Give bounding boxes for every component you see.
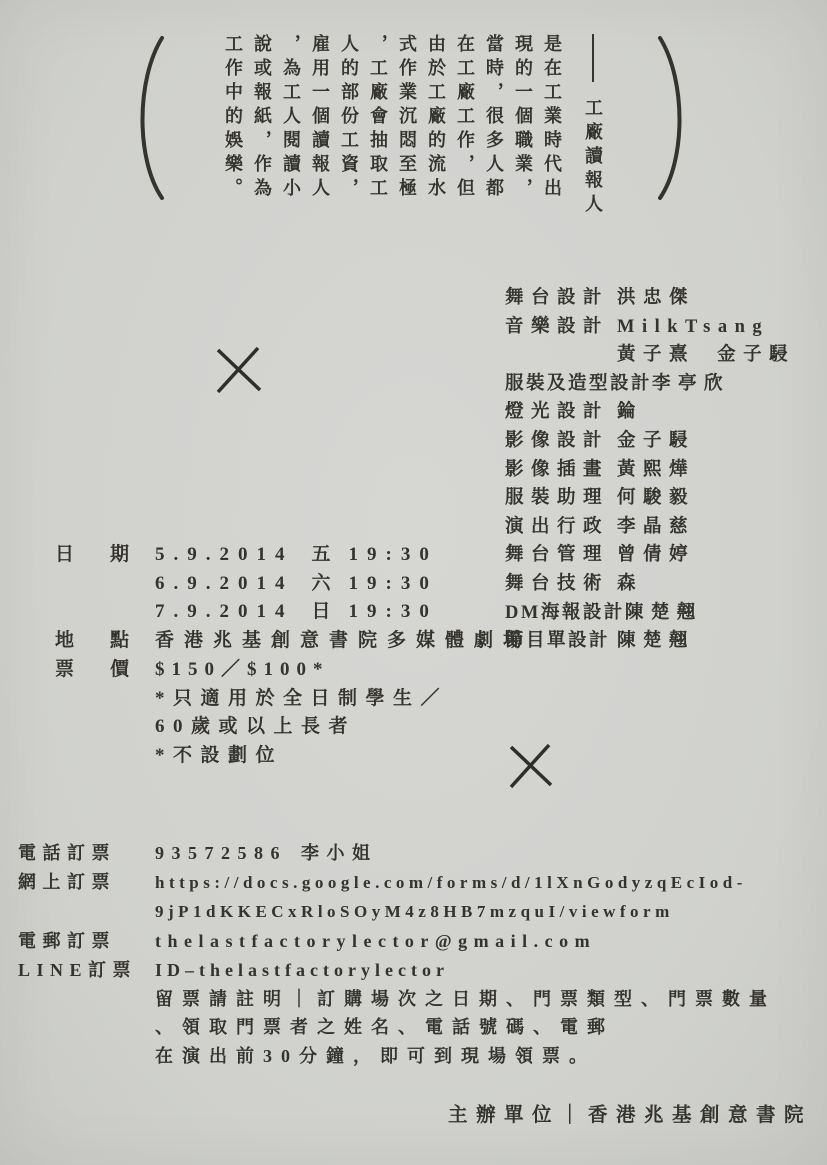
credit-name: 黃熙燁 [617, 459, 696, 480]
intro-column: 工作中的娛樂。 [223, 34, 243, 202]
credit-row [505, 370, 795, 399]
intro-column: 人的部份工資， [339, 34, 359, 202]
credit-name: 森 [617, 573, 644, 594]
venue-row [55, 627, 532, 656]
date-value: 5.9.2014 [155, 544, 294, 565]
line-id: ID–thelastfactorylector [155, 959, 449, 980]
price-value: $150／$100* [155, 658, 330, 680]
credit-name: 黃子熹 金子駸 [617, 345, 796, 366]
credit-name: 陳楚翹 [624, 602, 703, 623]
booking-note-row [18, 985, 776, 1014]
credit-role: 服裝助理 [505, 488, 610, 509]
line-booking-row [18, 956, 776, 985]
intro-column: 當時，很多人都 [484, 34, 504, 202]
date-value: 7.9.2014 [155, 601, 294, 623]
credits-list [505, 284, 795, 656]
credit-row [505, 541, 795, 570]
credit-row [505, 513, 795, 542]
booking-note: 留票請註明｜訂購場次之日期、門票類型、門票數量 [155, 988, 776, 1009]
credit-row [505, 398, 795, 427]
time-value: 19:30 [348, 544, 438, 565]
credit-role: 節目單設計 [505, 631, 611, 652]
credit-role: 舞台設計 [505, 288, 610, 308]
booking-url-line2: 9jP1dKKECxRloSOyM4z8HB7mzquI/viewform [155, 902, 674, 922]
price-note: *只適用於全日制學生／ [155, 687, 449, 709]
credit-row [505, 599, 795, 628]
credit-name: 曾倩婷 [617, 545, 696, 566]
organizer-line: 主辦單位｜香港兆基創意書院 [447, 1105, 812, 1126]
credit-name: 何駿毅 [617, 488, 696, 509]
credit-row [505, 456, 795, 485]
price-note-row [55, 713, 532, 742]
credit-name: MilkTsang [617, 316, 770, 337]
web-booking-row-cont [18, 897, 776, 927]
credit-name: 李晶慈 [617, 516, 696, 537]
date-row [55, 541, 532, 570]
credit-row [505, 627, 795, 656]
credit-role: 燈光設計 [505, 402, 610, 423]
credit-name: 洪忠傑 [617, 288, 696, 308]
credit-role: 演出行政 [505, 516, 610, 537]
credit-name: 陳楚翹 [617, 631, 696, 652]
price-label: 票 價 [55, 658, 129, 680]
day-of-week: 五 [311, 544, 331, 565]
web-booking-row [18, 868, 776, 898]
x-mark-top-icon [212, 342, 266, 396]
date-value: 6.9.2014 [155, 572, 294, 594]
date-row [55, 570, 532, 599]
credit-row [505, 484, 795, 513]
venue-label: 地 點 [55, 630, 129, 652]
venue-value: 香港兆基創意書院多媒體劇場 [155, 630, 533, 652]
email-label: 電郵訂票 [18, 931, 116, 952]
phone-label: 電話訂票 [18, 843, 116, 863]
em-dash-mark [592, 34, 595, 82]
credit-row [505, 284, 795, 313]
intro-column: 雇用一個讀報人 [310, 34, 330, 202]
credit-role: 舞台管理 [505, 545, 610, 566]
intro-title-column [584, 34, 602, 234]
credit-name: 李亭欣 [652, 373, 731, 394]
price-row [55, 656, 532, 685]
booking-note-row [18, 1013, 776, 1042]
credit-role: 影像設計 [505, 430, 610, 451]
web-label: 網上訂票 [18, 871, 116, 892]
credit-role: 影像插畫 [505, 459, 610, 480]
day-of-week: 六 [311, 572, 331, 594]
intro-column: ，工廠會抽取工 [368, 34, 388, 202]
day-of-week: 日 [311, 601, 331, 623]
intro-column: 說或報紙，作為 [252, 34, 272, 202]
price-note: 60歲或以上長者 [155, 716, 357, 738]
event-info [55, 541, 532, 771]
booking-note: 、領取門票者之姓名、電話號碼、電郵 [155, 1017, 614, 1038]
credit-name: 金子駸 [617, 430, 696, 451]
credit-name: 錀 [617, 402, 644, 423]
intro-column: 式作業沉悶至極 [397, 34, 417, 202]
intro-column: 由於工廠的流水 [426, 34, 446, 202]
intro-title: 工廠讀報人 [583, 98, 603, 218]
credit-row [505, 570, 795, 599]
paren-left [126, 32, 170, 204]
booking-note: 在演出前30分鐘，即可到現場領票。 [155, 1045, 596, 1066]
email-booking-row [18, 927, 776, 956]
intro-column: 是在工業時代出 [542, 34, 562, 202]
phone-contact: 李小姐 [301, 843, 378, 863]
intro-column: 在工廠工作，但 [455, 34, 475, 202]
price-note: *不設劃位 [155, 744, 284, 766]
date-row [55, 598, 532, 627]
email-value: thelastfactorylector@gmail.com [155, 931, 597, 952]
credit-role: 音樂設計 [505, 316, 610, 337]
phone-booking-row [18, 839, 776, 868]
time-value: 19:30 [348, 601, 438, 623]
credit-row [505, 341, 795, 370]
credit-row [505, 313, 795, 342]
intro-column: 現的一個職業， [513, 34, 533, 202]
line-label: LINE訂票 [18, 959, 138, 980]
phone-number: 93572586 [155, 843, 287, 863]
booking-note-row [18, 1042, 776, 1071]
price-note-row [55, 742, 532, 771]
paren-right [652, 32, 696, 204]
credit-row [505, 427, 795, 456]
credit-role: DM海報設計 [505, 602, 625, 623]
price-note-row [55, 685, 532, 714]
intro-vertical-text [224, 34, 602, 234]
credit-role: 舞台技術 [505, 573, 610, 594]
intro-column: ，為工人閱讀小 [281, 34, 301, 202]
credit-role: 服裝及造型設計 [505, 373, 653, 394]
time-value: 19:30 [348, 572, 438, 594]
booking-info [18, 839, 776, 1071]
date-label: 日 期 [55, 544, 129, 565]
booking-url-line1: https://docs.google.com/forms/d/1lXnGodyzqEcIod- [155, 872, 747, 892]
